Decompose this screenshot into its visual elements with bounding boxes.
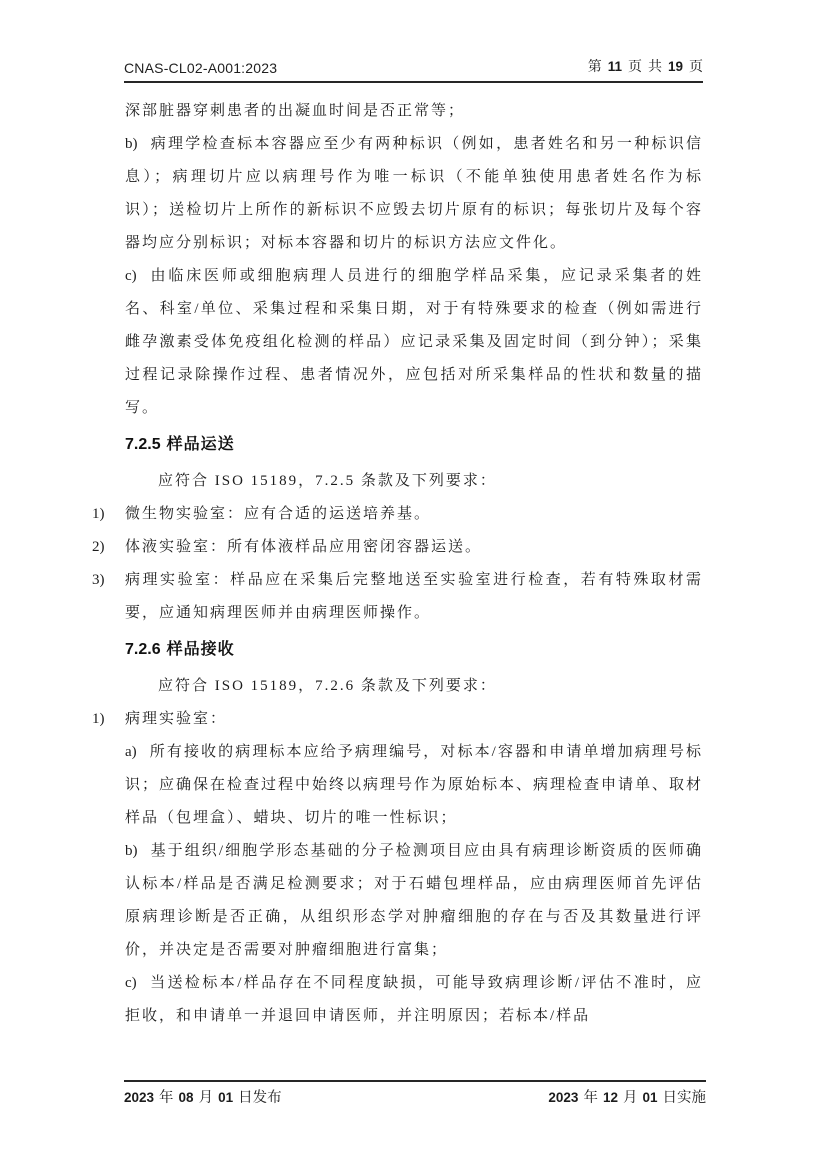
- list-item-text: 病理实验室：样品应在采集后完整地送至实验室进行检查，若有特殊取材需要，应通知病理医师并由病理医师操作。: [125, 572, 703, 621]
- numbered-item-1-pathology: [92, 703, 703, 736]
- list-marker: b): [125, 136, 138, 152]
- page-info-label: 页: [627, 60, 642, 75]
- page-info-prefix: 第: [587, 60, 602, 75]
- section-intro-7-2-5: 应符合 ISO 15189，7.2.5 条款及下列要求：: [158, 473, 497, 489]
- implement-day: 01: [642, 1090, 658, 1105]
- month-label: 月: [198, 1090, 214, 1106]
- paragraph-continuation: 深部脏器穿刺患者的出凝血时间是否正常等；: [125, 103, 466, 119]
- numbered-item-2: [92, 531, 703, 564]
- issue-year: 2023: [124, 1090, 155, 1105]
- implement-year: 2023: [548, 1090, 579, 1105]
- year-label: 年: [583, 1090, 598, 1106]
- list-item-text: 微生物实验室：应有合适的运送培养基。: [125, 506, 432, 522]
- section-title: 样品接收: [166, 641, 235, 658]
- numbered-item-1: [92, 498, 703, 531]
- list-marker: 3): [92, 572, 105, 588]
- section-heading-7-2-6: [125, 630, 703, 670]
- doc-code: CNAS-CL02-A001:2023: [124, 60, 278, 76]
- letter-item-c: [125, 260, 703, 425]
- list-marker: c): [125, 975, 137, 991]
- numbered-item-3: [92, 564, 703, 630]
- section-number: 7.2.6: [125, 641, 161, 658]
- year-label: 年: [159, 1090, 174, 1106]
- sub-item-c: [125, 967, 703, 1033]
- current-page-number: 11: [607, 59, 622, 74]
- implement-suffix: 日实施: [662, 1090, 706, 1106]
- list-item-text: 病理学检查标本容器应至少有两种标识（例如，患者姓名和另一种标识信息）；病理切片应以病理号作为唯一标识（不能单独使用患者姓名作为标识）；送检切片上所作的新标识不应毁去切片原有的标识；每张切片及每个容器均应分别标识；对标本容器和切片的标识方法应文件化。: [125, 136, 703, 251]
- sub-item-b: [125, 835, 703, 967]
- page-header: [124, 56, 703, 83]
- list-item-text: 病理实验室：: [125, 711, 228, 727]
- list-item-text: 当送检标本/样品存在不同程度缺损，可能导致病理诊断/评估不准时，应拒收，和申请单一并退回申请医师，并注明原因；若标本/样品: [125, 975, 703, 1024]
- list-marker: 2): [92, 539, 105, 555]
- list-item-text: 由临床医师或细胞病理人员进行的细胞学样品采集，应记录采集者的姓名、科室/单位、采集过程和采集日期，对于有特殊要求的检查（例如需进行雌孕激素受体免疫组化检测的样品）应记录采集及固定时间（到分钟）；采集过程记录除操作过程、患者情况外，应包括对所采集样品的性状和数量的描写。: [125, 268, 703, 416]
- issue-day: 01: [218, 1090, 234, 1105]
- list-marker: b): [125, 843, 138, 859]
- list-item-text: 所有接收的病理标本应给予病理编号，对标本/容器和申请单增加病理号标识；应确保在检查过程中始终以病理号作为原始标本、病理检查申请单、取材样品（包埋盒）、蜡块、切片的唯一性标识；: [125, 744, 704, 826]
- section-heading-7-2-5: [125, 425, 703, 465]
- section-intro-7-2-6: 应符合 ISO 15189，7.2.6 条款及下列要求：: [158, 678, 497, 694]
- month-label: 月: [622, 1090, 638, 1106]
- implement-month: 12: [602, 1090, 618, 1105]
- document-body: [92, 81, 704, 1033]
- letter-item-b: [125, 128, 703, 260]
- list-marker: 1): [92, 711, 105, 727]
- issue-suffix: 日发布: [238, 1090, 282, 1106]
- section-title: 样品运送: [166, 436, 235, 453]
- page-info-label: 页: [689, 60, 703, 75]
- section-number: 7.2.5: [125, 436, 161, 453]
- list-item-text: 体液实验室：所有体液样品应用密闭容器运送。: [125, 539, 483, 555]
- list-item-text: 基于组织/细胞学形态基础的分子检测项目应由具有病理诊断资质的医师确认标本/样品是否满足检测要求；对于石蜡包埋样品，应由病理医师首先评估原病理诊断是否正确，从组织形态学对肿瘤细胞的存在与否及其数量进行评价，并决定是否需要对肿瘤细胞进行富集；: [125, 843, 703, 958]
- list-marker: 1): [92, 506, 105, 522]
- page-footer: [124, 1080, 706, 1107]
- page-number-info: [588, 56, 703, 76]
- issue-month: 08: [178, 1090, 194, 1105]
- sub-item-a: [125, 736, 703, 835]
- page-info-conjunction: 共: [647, 60, 662, 75]
- list-marker: a): [125, 744, 137, 760]
- implement-date: [548, 1086, 706, 1107]
- list-marker: c): [125, 268, 137, 284]
- issue-date: [124, 1086, 282, 1107]
- total-page-number: 19: [667, 59, 683, 74]
